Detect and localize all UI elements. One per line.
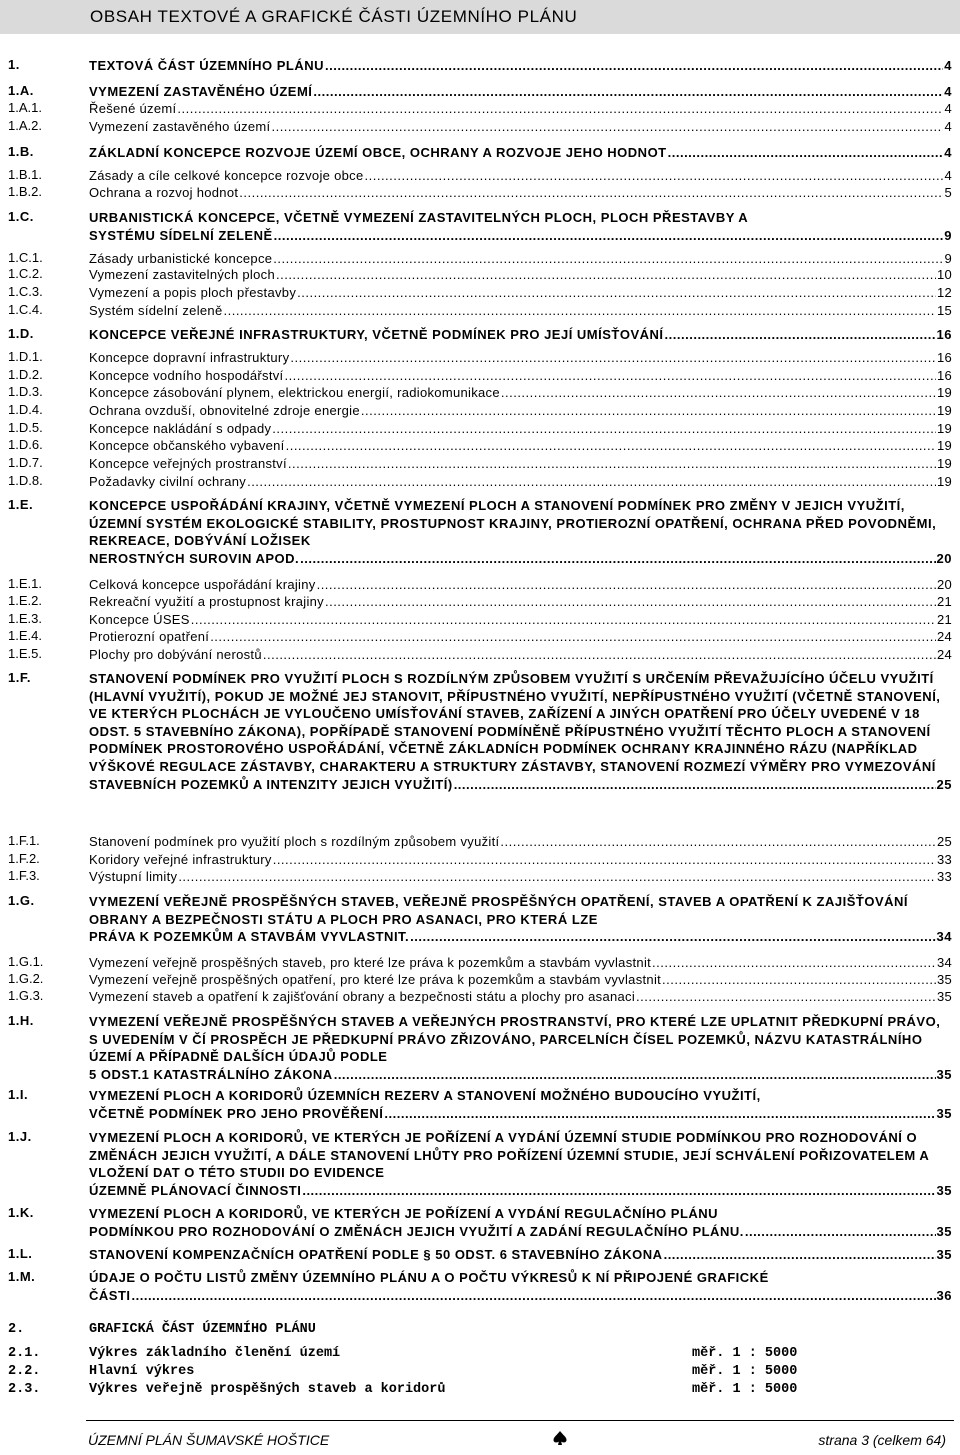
toc-entry: [89, 868, 952, 886]
toc-entry: [89, 266, 952, 284]
dot-leader: [501, 384, 936, 402]
toc-number: 1.A.1.: [8, 100, 42, 115]
dot-leader: [384, 1105, 935, 1123]
toc-entry: [89, 1013, 952, 1083]
toc-number: 1.I.: [8, 1087, 29, 1102]
toc-entry: [89, 851, 952, 869]
toc-page-number: 9: [944, 251, 952, 266]
page-footer: [86, 1420, 954, 1451]
toc-entry-text: Koridory veřejné infrastruktury: [89, 852, 272, 867]
dot-leader: [297, 284, 936, 302]
toc-entry-text: Koncepce nakládání s odpady: [89, 421, 272, 436]
toc-page-number: 33: [936, 852, 952, 867]
toc-page-number: 4: [944, 84, 952, 99]
dot-leader: [273, 851, 936, 869]
toc-number: 1.L.: [8, 1246, 33, 1261]
toc-entry: [89, 893, 952, 946]
toc-entry: [89, 250, 952, 268]
toc-number: 1.E.1.: [8, 576, 42, 591]
toc-page-number: 15: [936, 303, 952, 318]
toc-entry-text: 5 ODST.1 KATASTRÁLNÍHO ZÁKONA: [89, 1066, 333, 1082]
toc-page-number: 35: [936, 989, 952, 1004]
toc-entry-text: PODMÍNKOU PRO ROZHODOVÁNÍ O ZMĚNÁCH JEJICH VYUŽITÍ A ZADÁNÍ REGULAČNÍHO PLÁNU.: [89, 1223, 744, 1239]
dot-leader: [178, 868, 936, 886]
toc-entry: [89, 1205, 952, 1240]
toc-entry: [89, 302, 952, 320]
toc-entry: [89, 611, 952, 629]
toc-number: 1.A.2.: [8, 118, 42, 133]
toc-number: 1.A.: [8, 83, 34, 98]
toc-page-number: 21: [936, 594, 952, 609]
toc-entry: [89, 1269, 952, 1304]
toc-entry: [89, 576, 952, 594]
toc-entry: [89, 497, 952, 567]
dot-leader: [288, 455, 936, 473]
toc-entry-leading-text: VYMEZENÍ VEŘEJNĚ PROSPĚŠNÝCH STAVEB A VEŘEJNÝCH PROSTRANSTVÍ, PRO KTERÉ LZE UPLATNIT PŘEDKUPNÍ PRÁVO, S UVEDENÍM V ČÍ PROSPĚCH JE PŘEDKUPNÍ PRÁVO ZŘIZOVÁNO, PARCELNÍCH ČÍSEL POZEMKŮ, NÁZVU KATASTRÁLNÍHO ÚZEMÍ A PŘÍPADNĚ DALŠÍCH ÚDAJŮ PODLE: [89, 1014, 941, 1065]
toc-entry: [89, 670, 952, 793]
toc-number: 1.D.7.: [8, 455, 43, 470]
toc-entry-text: Ochrana ovzduší, obnovitelné zdroje energie: [89, 403, 360, 418]
toc-number: 1.B.: [8, 144, 34, 159]
toc-entry: [89, 284, 952, 302]
toc-number: 1.J.: [8, 1129, 32, 1144]
toc-entry: [89, 367, 952, 385]
toc-entry: [89, 628, 952, 646]
drawing-title: Výkres veřejně prospěšných staveb a koridorů: [89, 1382, 446, 1397]
dot-leader: [317, 576, 936, 594]
dot-leader: [300, 550, 935, 568]
dot-leader: [325, 593, 936, 611]
dot-leader: [636, 988, 936, 1006]
page-title-bar: [0, 0, 960, 34]
toc-page-number: 4: [944, 58, 952, 73]
toc-entry-leading-text: VYMEZENÍ PLOCH A KORIDORŮ, VE KTERÝCH JE POŘÍZENÍ A VYDÁNÍ ÚZEMNÍ STUDIE PODMÍNKOU PRO ROZHODOVÁNÍ O ZMĚNÁCH JEJICH VYUŽITÍ, A DÁLE STANOVENÍ LHŮTY PRO POŘÍZENÍ ÚZEMNÍ STUDIE, JEJÍ SCHVÁLENÍ POŘIZOVATELEM A VLOŽENÍ DAT O TÉTO STUDII DO EVIDENCE: [89, 1130, 929, 1181]
toc-page-number: 35: [936, 1066, 952, 1082]
toc-entry-text: STANOVENÍ KOMPENZAČNÍCH OPATŘENÍ PODLE § 50 ODST. 6 STAVEBNÍHO ZÁKONA: [89, 1247, 663, 1262]
drawing-scale: měř. 1 : 5000: [692, 1364, 798, 1379]
toc-number: 1.D.8.: [8, 473, 43, 488]
toc-page-number: 10: [936, 267, 952, 282]
toc-number: 1.E.: [8, 497, 34, 512]
toc-page-number: 35: [936, 1247, 952, 1262]
toc-page-number: 19: [936, 474, 952, 489]
toc-entry: [89, 402, 952, 420]
toc-entry: [89, 1246, 952, 1264]
drawing-title: Výkres základního členění území: [89, 1346, 341, 1361]
toc-entry-leading-text: VYMEZENÍ VEŘEJNĚ PROSPĚŠNÝCH STAVEB, VEŘEJNĚ PROSPĚŠNÝCH OPATŘENÍ, STAVEB A OPATŘENÍ K ZAJIŠŤOVÁNÍ OBRANY A BEZPEČNOSTI STÁTU A PLOCH PRO ASANACI, PRO KTERÁ LZE: [89, 894, 909, 927]
toc-number: 1.C.3.: [8, 284, 43, 299]
toc-entry: [89, 988, 952, 1006]
dot-leader: [665, 326, 936, 344]
toc-page-number: 19: [936, 385, 952, 400]
toc-entry-text: VYMEZENÍ ZASTAVĚNÉHO ÚZEMÍ: [89, 84, 313, 99]
dot-leader: [276, 266, 936, 284]
toc-page-number: 16: [936, 368, 952, 383]
graphic-part-title: GRAFICKÁ ČÁST ÚZEMNÍHO PLÁNU: [89, 1322, 316, 1337]
toc-entry: [89, 83, 952, 101]
dot-leader: [662, 971, 936, 989]
toc-entry-leading-text: KONCEPCE USPOŘÁDÁNÍ KRAJINY, VČETNĚ VYMEZENÍ PLOCH A STANOVENÍ PODMÍNEK PRO ZMĚNY V JEJICH VYUŽITÍ, ÚZEMNÍ SYSTÉM EKOLOGICKÉ STABILITY, PROSTUPNOST KRAJINY, PROTIEROZNÍ OPATŘENÍ, OCHRANA PŘED POVODNĚMI, REKREACE, DOBÝVÁNÍ LOŽISEK: [89, 498, 937, 549]
toc-entry: [89, 420, 952, 438]
toc-entry-text: PRÁVA K POZEMKŮM A STAVBÁM VYVLASTNIT.: [89, 929, 410, 945]
toc-number: 1.D.3.: [8, 384, 43, 399]
toc-entry-text: Stanovení podmínek pro využití ploch s rozdílným způsobem využití: [89, 834, 500, 849]
toc-number: 1.E.5.: [8, 646, 42, 661]
dot-leader: [271, 118, 943, 136]
toc-entry-text: Vymezení veřejně prospěšných opatření, pro které lze práva k pozemkům a stavbám vyvlastnit: [89, 972, 662, 987]
toc-number: 1.F.1.: [8, 833, 40, 848]
toc-page-number: 24: [936, 629, 952, 644]
toc-page-number: 20: [936, 577, 952, 592]
dot-leader: [454, 776, 936, 794]
toc-page-number: 12: [936, 285, 952, 300]
toc-number: 1.D.4.: [8, 402, 43, 417]
drawing-scale: měř. 1 : 5000: [692, 1346, 798, 1361]
toc-page-number: 35: [936, 972, 952, 987]
toc-number: 1.G.: [8, 893, 35, 908]
toc-number: 1.G.1.: [8, 954, 44, 969]
dot-leader: [410, 928, 935, 946]
toc-number: 1.B.2.: [8, 184, 42, 199]
toc-page-number: 34: [936, 929, 952, 945]
toc-page-number: 16: [936, 327, 952, 342]
toc-number: 1.G.3.: [8, 988, 44, 1003]
dot-leader: [210, 628, 936, 646]
footer-document-title: ÚZEMNÍ PLÁN ŠUMAVSKÉ HOŠTICE: [88, 1432, 330, 1448]
spade-icon: [552, 1430, 568, 1446]
toc-number: 1.C.: [8, 209, 34, 224]
toc-number: 1.D.5.: [8, 420, 43, 435]
toc-entry-leading-text: VYMEZENÍ PLOCH A KORIDORŮ ÚZEMNÍCH REZERV A STANOVENÍ MOŽNÉHO BUDOUCÍHO VYUŽITÍ,: [89, 1088, 761, 1103]
dot-leader: [302, 1182, 935, 1200]
toc-page-number: 21: [936, 612, 952, 627]
toc-number: 1.C.2.: [8, 266, 43, 281]
toc-entry: [89, 57, 952, 75]
toc-page-number: 33: [936, 869, 952, 884]
toc-number: 1.: [8, 57, 20, 72]
toc-entry: [89, 593, 952, 611]
toc-entry: [89, 326, 952, 344]
toc-entry-text: VČETNĚ PODMÍNEK PRO JEHO PROVĚŘENÍ: [89, 1105, 384, 1121]
toc-entry: [89, 118, 952, 136]
dot-leader: [239, 184, 943, 202]
toc-number: 1.C.4.: [8, 302, 43, 317]
graphic-part-number: 2.: [8, 1322, 25, 1337]
toc-entry-text: Koncepce dopravní infrastruktury: [89, 350, 290, 365]
toc-entry: [89, 209, 952, 244]
toc-entry: [89, 437, 952, 455]
toc-entry-text: SYSTÉMU SÍDELNÍ ZELENĚ: [89, 227, 273, 243]
toc-entry-text: Systém sídelní zeleně: [89, 303, 223, 318]
toc-entry-leading-text: URBANISTICKÁ KONCEPCE, VČETNĚ VYMEZENÍ ZASTAVITELNÝCH PLOCH, PLOCH PŘESTAVBY A: [89, 210, 749, 225]
toc-number: 1.B.1.: [8, 167, 42, 182]
toc-page-number: 19: [936, 456, 952, 471]
toc-entry: [89, 184, 952, 202]
toc-page-number: 35: [936, 1182, 952, 1198]
toc-entry-text: Plochy pro dobývání nerostů: [89, 647, 262, 662]
toc-entry-text: Koncepce občanského vybavení: [89, 438, 285, 453]
toc-entry-text: Zásady a cíle celkové koncepce rozvoje obce: [89, 168, 364, 183]
toc-entry-text: Koncepce vodního hospodářství: [89, 368, 284, 383]
toc-entry: [89, 1087, 952, 1122]
toc-number: 1.E.3.: [8, 611, 42, 626]
toc-page-number: 19: [936, 438, 952, 453]
toc-entry-text: Zásady urbanistické koncepce: [89, 251, 273, 266]
toc-entry-text: Celková koncepce uspořádání krajiny: [89, 577, 316, 592]
dot-leader: [500, 833, 936, 851]
toc-entry: [89, 349, 952, 367]
toc-entry-text: Rekreační využití a prostupnost krajiny: [89, 594, 324, 609]
dot-leader: [664, 1246, 936, 1264]
toc-entry: [89, 100, 952, 118]
toc-number: 1.F.2.: [8, 851, 40, 866]
toc-entry: [89, 473, 952, 491]
toc-number: 1.E.4.: [8, 628, 42, 643]
toc-entry: [89, 971, 952, 989]
toc-entry: [89, 144, 952, 162]
toc-entry-text: Koncepce zásobování plynem, elektrickou energií, radiokomunikace: [89, 385, 500, 400]
toc-page-number: 4: [944, 168, 952, 183]
toc-entry-text: Řešené území: [89, 101, 177, 116]
toc-entry-leading-text: STANOVENÍ PODMÍNEK PRO VYUŽITÍ PLOCH S ROZDÍLNÝM ZPŮSOBEM VYUŽITÍ S URČENÍM PŘEVAŽUJÍCÍHO ÚČELU VYUŽITÍ (HLAVNÍ VYUŽITÍ), POKUD JE MOŽNÉ JEJ STANOVIT, PŘÍPUSTNÉHO VYUŽITÍ, NEPŘÍPUSTNÉHO VYUŽITÍ (VČETNĚ STANOVENÍ, VE KTERÝCH PLOCHÁCH JE VYLOUČENO UMÍSŤOVÁNÍ STAVEB, ZAŘÍZENÍ A JINÝCH OPATŘENÍ PRO ÚČELY UVEDENÉ V 18 ODST. 5 STAVEBNÍHO ZÁKONA), POPŘÍPADĚ STANOVENÍ PODMÍNĚNĚ PŘÍPUSTNÉHO VYUŽITÍ TĚCHTO PLOCH A STANOVENÍ PODMÍNEK PROSTOROVÉHO USPOŘÁDÁNÍ, VČETNĚ ZÁKLADNÍCH PODMÍNEK OCHRANY KRAJINNÉHO RÁZU (NAPŘÍKLAD VÝŠKOVÉ REGULACE ZÁSTAVBY, CHARAKTERU A STRUKTURY ZÁSTAVBY, STANOVENÍ ROZMEZÍ VÝMĚRY PRO VYMEZOVÁNÍ: [89, 671, 941, 774]
toc-entry-text: Vymezení staveb a opatření k zajišťování obrany a bezpečnosti státu a plochy pro asanaci: [89, 989, 636, 1004]
dot-leader: [361, 402, 936, 420]
dot-leader: [263, 646, 936, 664]
toc-number: 1.D.2.: [8, 367, 43, 382]
toc-entry-leading-text: ÚDAJE O POČTU LISTŮ ZMĚNY ÚZEMNÍHO PLÁNU A O POČTU VÝKRESŮ K NÍ PŘIPOJENÉ GRAFICKÉ: [89, 1270, 769, 1285]
drawing-title: Hlavní výkres: [89, 1364, 195, 1379]
toc-entry-text: Protierozní opatření: [89, 629, 210, 644]
toc-page-number: 5: [944, 185, 952, 200]
dot-leader: [191, 611, 936, 629]
dot-leader: [132, 1287, 936, 1305]
toc-page-number: 9: [944, 227, 952, 243]
dot-leader: [286, 437, 936, 455]
dot-leader: [274, 227, 944, 245]
toc-page-number: 25: [936, 834, 952, 849]
toc-number: 1.D.: [8, 326, 34, 341]
toc-page-number: 35: [936, 1105, 952, 1121]
toc-number: 1.C.1.: [8, 250, 43, 265]
dot-leader: [177, 100, 943, 118]
dot-leader: [223, 302, 935, 320]
dot-leader: [745, 1223, 936, 1241]
toc-number: 1.E.2.: [8, 593, 42, 608]
toc-entry-text: KONCEPCE VEŘEJNÉ INFRASTRUKTURY, VČETNĚ PODMÍNEK PRO JEJÍ UMÍSŤOVÁNÍ: [89, 327, 664, 342]
toc-entry-text: Vymezení veřejně prospěšných staveb, pro které lze práva k pozemkům a stavbám vyvlastnit: [89, 955, 652, 970]
footer-page-number: strana 3 (celkem 64): [818, 1432, 946, 1448]
toc-number: 1.F.: [8, 670, 31, 685]
toc-entry-text: ÚZEMNĚ PLÁNOVACÍ ČINNOSTI: [89, 1182, 302, 1198]
toc-entry-text: Vymezení zastavěného území: [89, 119, 271, 134]
toc-entry-text: Vymezení zastavitelných ploch: [89, 267, 275, 282]
dot-leader: [313, 83, 943, 101]
dot-leader: [652, 954, 936, 972]
toc-entry-leading-text: VYMEZENÍ PLOCH A KORIDORŮ, VE KTERÝCH JE POŘÍZENÍ A VYDÁNÍ REGULAČNÍHO PLÁNU: [89, 1206, 719, 1221]
toc-entry-text: STAVEBNÍCH POZEMKŮ A INTENZITY JEJICH VYUŽITÍ): [89, 776, 453, 792]
dot-leader: [365, 167, 944, 185]
toc-number: 1.G.2.: [8, 971, 44, 986]
toc-entry: [89, 167, 952, 185]
toc-entry-text: ČÁSTI: [89, 1287, 131, 1303]
toc-entry: [89, 384, 952, 402]
drawing-number: 2.3.: [8, 1382, 41, 1397]
toc-entry: [89, 954, 952, 972]
toc-page-number: 25: [936, 776, 952, 792]
toc-page-number: 19: [936, 403, 952, 418]
toc-entry-text: Koncepce veřejných prostranství: [89, 456, 287, 471]
toc-page-number: 4: [944, 101, 952, 116]
toc-entry-text: Koncepce ÚSES: [89, 612, 190, 627]
toc-page-number: 19: [936, 421, 952, 436]
page-title: OBSAH TEXTOVÉ A GRAFICKÉ ČÁSTI ÚZEMNÍHO PLÁNU: [90, 7, 578, 26]
dot-leader: [284, 367, 935, 385]
dot-leader: [668, 144, 944, 162]
dot-leader: [273, 250, 943, 268]
toc-entry-text: Výstupní limity: [89, 869, 178, 884]
drawing-number: 2.2.: [8, 1364, 41, 1379]
toc-page-number: 20: [936, 550, 952, 566]
toc-entry: [89, 646, 952, 664]
toc-number: 1.D.6.: [8, 437, 43, 452]
toc-entry-text: ZÁKLADNÍ KONCEPCE ROZVOJE ÚZEMÍ OBCE, OCHRANY A ROZVOJE JEHO HODNOT: [89, 145, 667, 160]
toc-number: 1.K.: [8, 1205, 34, 1220]
toc-number: 1.H.: [8, 1013, 34, 1028]
toc-entry-text: Ochrana a rozvoj hodnot: [89, 185, 239, 200]
toc-page-number: 35: [936, 1223, 952, 1239]
toc-page-number: 4: [944, 145, 952, 160]
toc-page-number: 24: [936, 647, 952, 662]
toc-page-number: 16: [936, 350, 952, 365]
dot-leader: [325, 57, 943, 75]
toc-number: 1.F.3.: [8, 868, 40, 883]
toc-page-number: 4: [944, 119, 952, 134]
toc-entry: [89, 833, 952, 851]
drawing-scale: měř. 1 : 5000: [692, 1382, 798, 1397]
toc-page-number: 36: [936, 1287, 952, 1303]
dot-leader: [272, 420, 936, 438]
toc-page-number: 34: [936, 955, 952, 970]
toc-entry-text: NEROSTNÝCH SUROVIN APOD.: [89, 550, 300, 566]
toc-entry: [89, 1129, 952, 1199]
toc-entry: [89, 455, 952, 473]
toc-entry-text: TEXTOVÁ ČÁST ÚZEMNÍHO PLÁNU: [89, 58, 324, 73]
toc-number: 1.D.1.: [8, 349, 43, 364]
toc-number: 1.M.: [8, 1269, 36, 1284]
dot-leader: [290, 349, 936, 367]
toc-entry-text: Požadavky civilní ochrany: [89, 474, 247, 489]
drawing-number: 2.1.: [8, 1346, 41, 1361]
toc-entry-text: Vymezení a popis ploch přestavby: [89, 285, 297, 300]
dot-leader: [334, 1066, 936, 1084]
dot-leader: [247, 473, 936, 491]
